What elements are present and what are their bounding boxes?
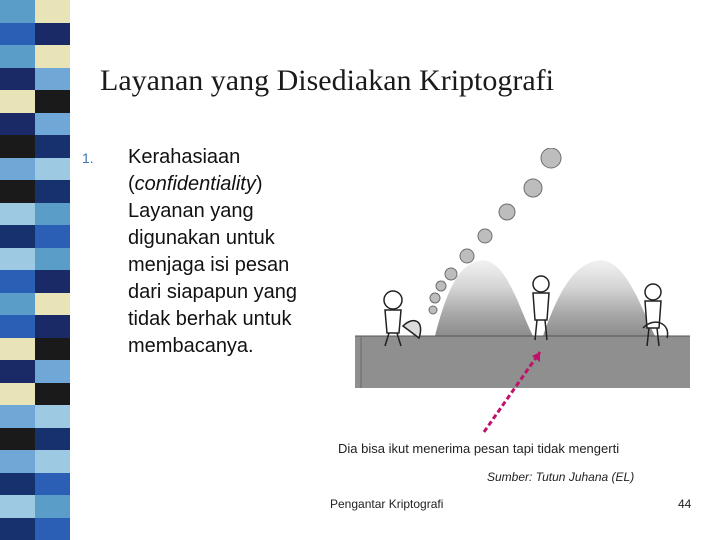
strip-tile <box>0 315 35 338</box>
strip-tile <box>35 203 70 226</box>
bullet-heading-term-line: (confidentiality) <box>128 173 263 195</box>
illustration-caption: Dia bisa ikut menerima pesan tapi tidak mengerti <box>338 441 620 456</box>
strip-tile <box>35 473 70 496</box>
strip-tile <box>0 293 35 316</box>
caption-pointer-arrow <box>470 340 550 440</box>
strip-tile <box>35 450 70 473</box>
strip-tile <box>0 23 35 46</box>
strip-tile <box>0 338 35 361</box>
source-credit: Sumber: Tutun Juhana (EL) <box>487 470 635 484</box>
strip-tile <box>0 405 35 428</box>
strip-tile <box>0 495 35 518</box>
strip-tile <box>35 45 70 68</box>
strip-tile <box>35 0 70 23</box>
strip-tile <box>35 383 70 406</box>
strip-tile <box>35 158 70 181</box>
strip-tile <box>35 495 70 518</box>
strip-tile <box>0 90 35 113</box>
page-number: 44 <box>678 497 692 511</box>
strip-tile <box>35 248 70 271</box>
bullet-body <box>128 144 348 360</box>
strip-tile <box>0 248 35 271</box>
strip-tile <box>0 203 35 226</box>
strip-tile <box>0 383 35 406</box>
bullet-number: 1. <box>82 150 94 166</box>
strip-tile <box>0 473 35 496</box>
slide-title: Layanan yang Disediakan Kriptografi <box>100 64 554 97</box>
strip-tile <box>0 45 35 68</box>
strip-tile <box>0 158 35 181</box>
bullet-heading: Kerahasiaan <box>128 146 241 168</box>
decorative-left-strip <box>0 0 70 540</box>
strip-tile <box>35 270 70 293</box>
bullet-line: membacanya. <box>128 335 254 357</box>
strip-tile <box>0 450 35 473</box>
strip-tile <box>35 315 70 338</box>
strip-tile <box>35 338 70 361</box>
strip-tile <box>0 135 35 158</box>
strip-tile <box>0 68 35 91</box>
bullet-heading-term: confidentiality <box>134 173 256 195</box>
strip-tile <box>0 428 35 451</box>
strip-tile <box>0 270 35 293</box>
strip-tile <box>35 293 70 316</box>
strip-tile <box>0 225 35 248</box>
strip-tile <box>0 0 35 23</box>
strip-tile <box>35 360 70 383</box>
strip-tile <box>35 90 70 113</box>
strip-tile <box>35 428 70 451</box>
bullet-line: dari siapapun yang <box>128 281 298 303</box>
strip-tile <box>0 113 35 136</box>
strip-tile <box>35 518 70 540</box>
bullet-line: digunakan untuk <box>128 227 275 249</box>
strip-tile <box>0 518 35 540</box>
strip-tile <box>35 23 70 46</box>
bullet-line: menjaga isi pesan <box>128 254 290 276</box>
bullet-line: Layanan yang <box>128 200 254 222</box>
strip-tile <box>35 135 70 158</box>
strip-tile <box>35 68 70 91</box>
strip-tile <box>35 225 70 248</box>
strip-tile <box>0 180 35 203</box>
footer-title: Pengantar Kriptografi <box>330 497 444 511</box>
strip-tile <box>35 113 70 136</box>
strip-tile <box>35 180 70 203</box>
strip-tile <box>0 360 35 383</box>
bullet-line: tidak berhak untuk <box>128 308 292 330</box>
strip-tile <box>35 405 70 428</box>
